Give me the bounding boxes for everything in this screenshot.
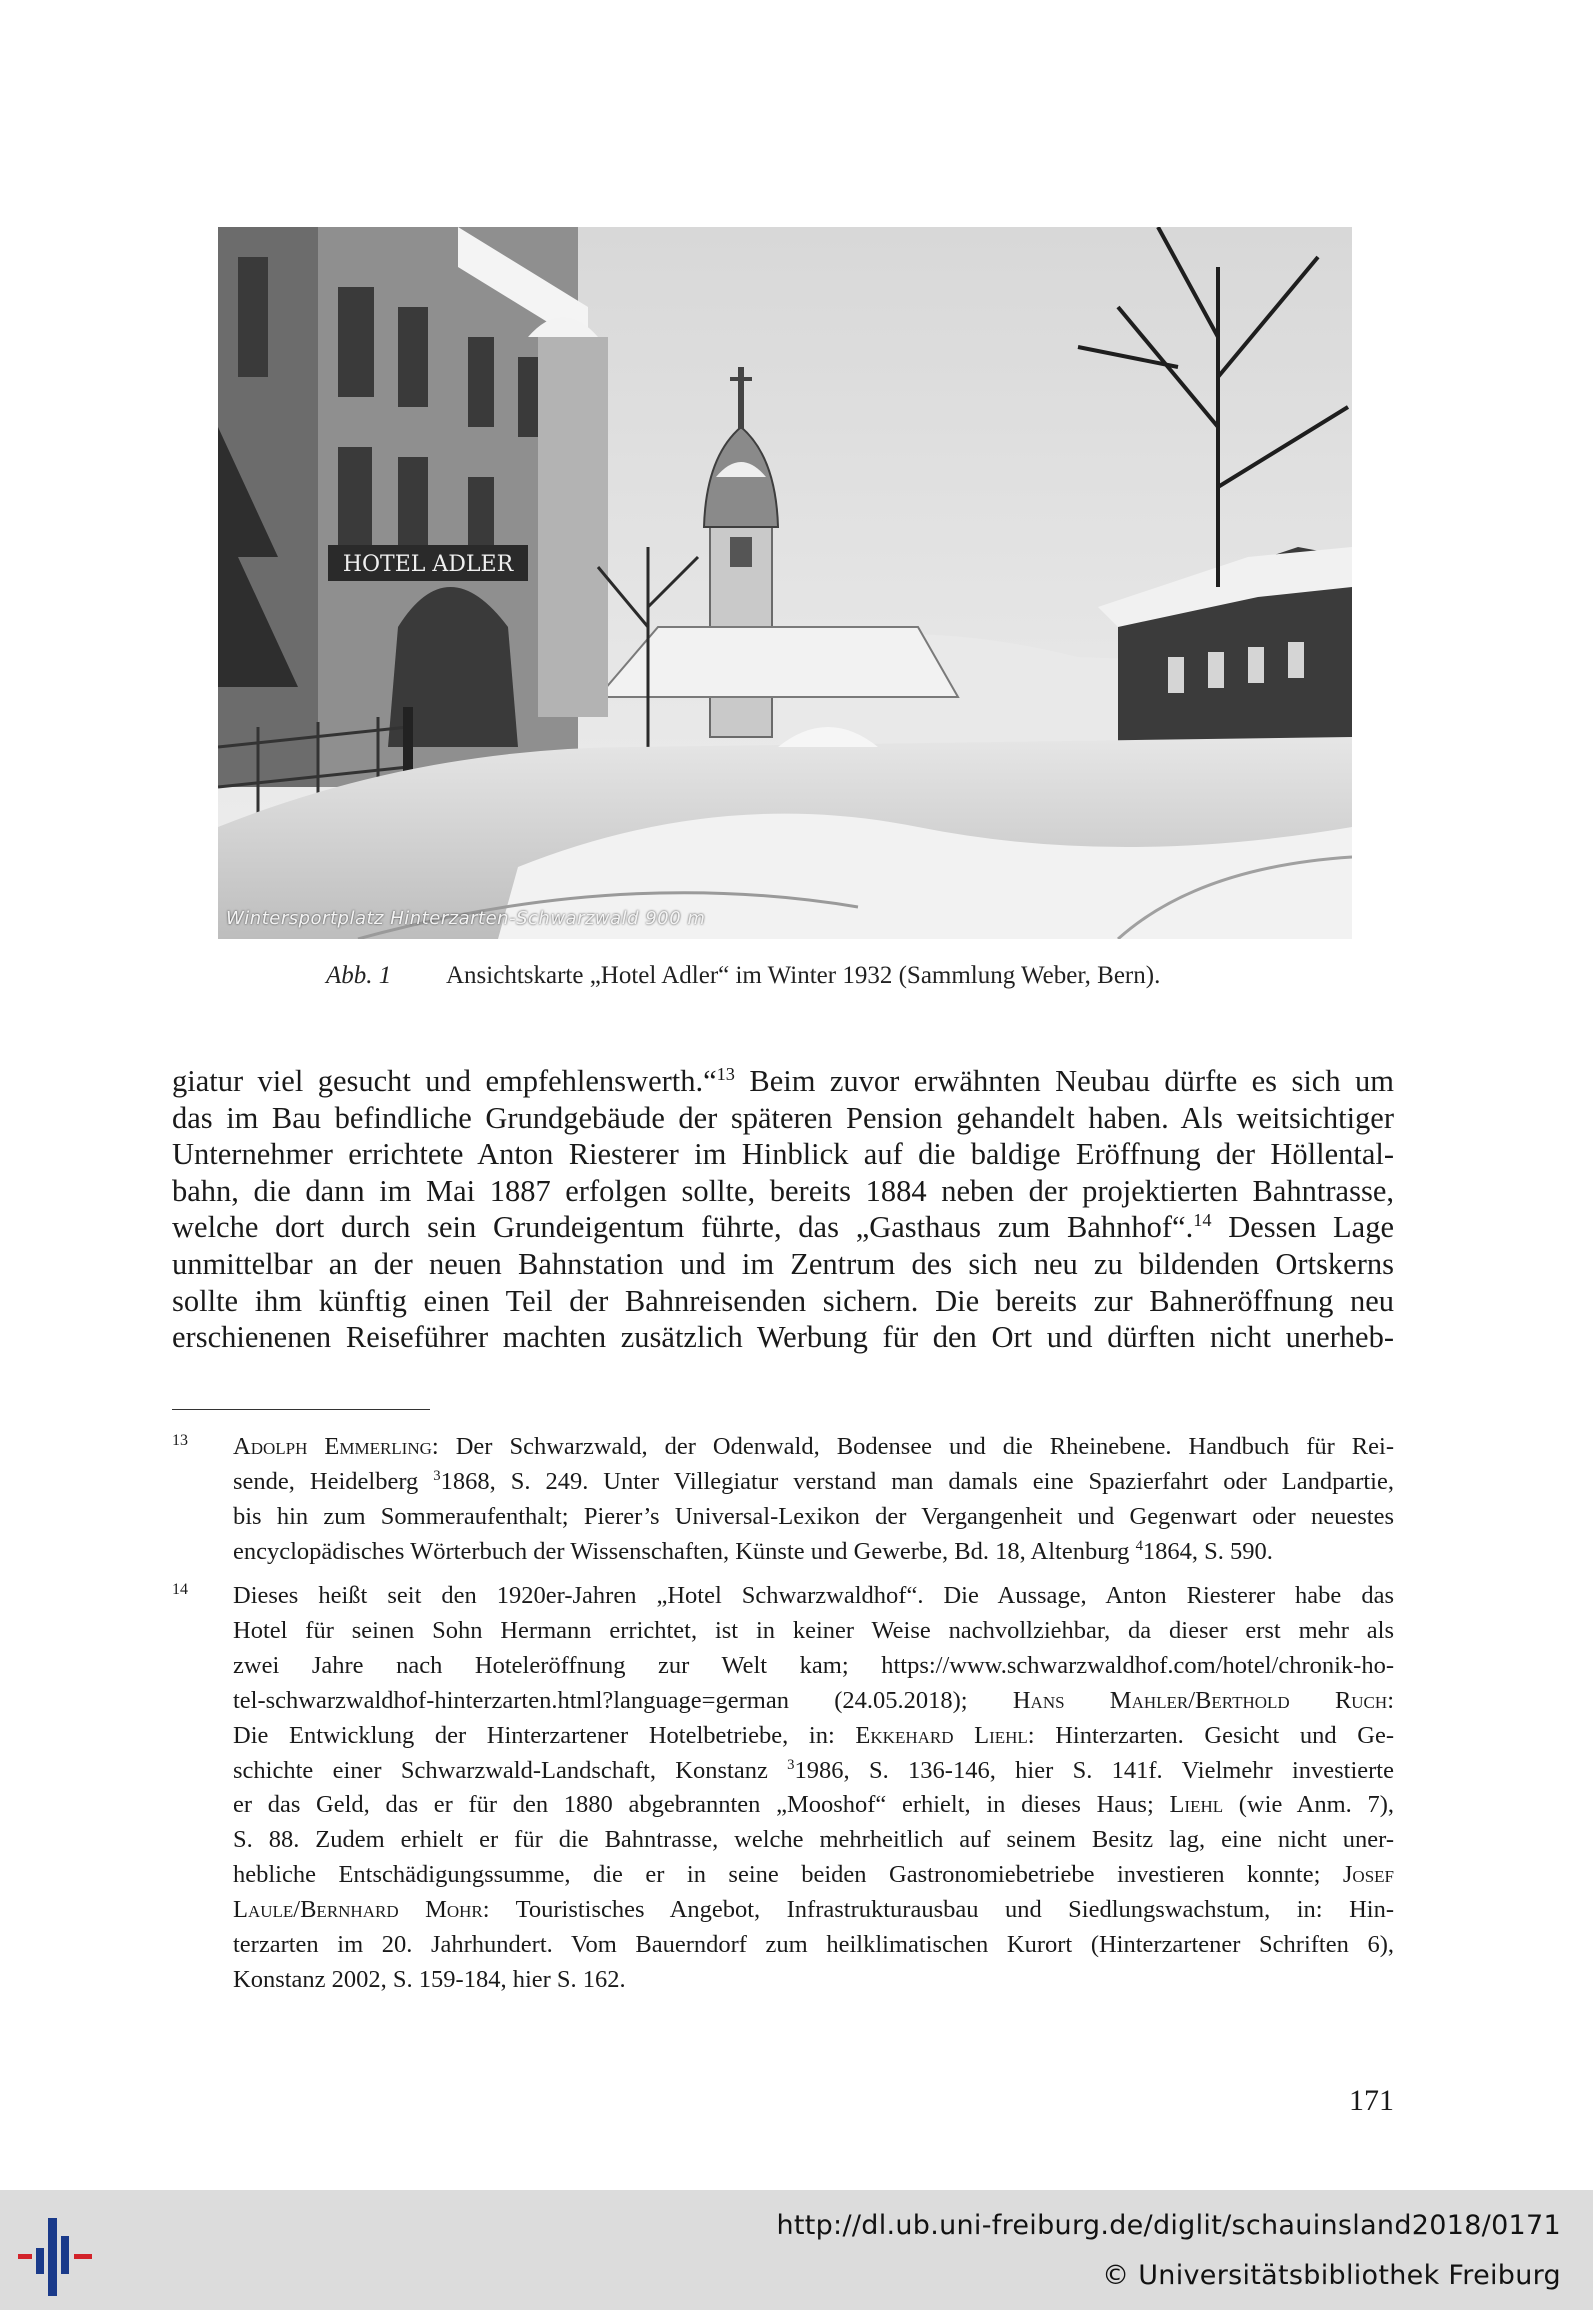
postcard-illustration <box>218 227 1352 939</box>
footnote-line: S. 88. Zudem erhielt er für die Bahntrasse, welche mehrheitlich auf seinem Besitz lag, eine nicht uner- <box>233 1826 1394 1854</box>
body-line: bahn, die dann im Mai 1887 erfolgen sollte, bereits 1884 neben der projektierten Bahntrasse, <box>172 1173 1394 1208</box>
library-footer <box>0 2190 1593 2310</box>
body-line: giatur viel gesucht und empfehlenswerth.“$^{13}$ Beim zuvor erwähnten Neubau dürfte es sich um <box>172 1063 1394 1098</box>
footnote-line: terzarten im 20. Jahrhundert. Vom Bauerndorf zum heilklimatischen Kurort (Hinterzartener Schriften 6), <box>233 1931 1394 1959</box>
footnote-line: Dieses heißt seit den 1920er-Jahren „Hotel Schwarzwaldhof“. Die Aussage, Anton Riesterer habe das <box>233 1582 1394 1609</box>
footnote-13 <box>172 1430 1394 1570</box>
hotel-sign-text: HOTEL ADLER <box>342 552 514 577</box>
footnote-divider <box>172 1409 430 1410</box>
page-number: 171 <box>1349 2084 1394 2117</box>
footnote-14 <box>172 1579 1394 1998</box>
copyright-text: © Universitätsbibliothek Freiburg <box>1102 2260 1561 2291</box>
footnote-line: Die Entwicklung der Hinterzartener Hotelbetriebe, in: Ekkehard Liehl: Hinterzarten. Gesicht und Ge- <box>233 1721 1394 1749</box>
footnote-line: Laule/Bernhard Mohr: Touristisches Angebot, Infrastrukturausbau und Siedlungswachstum, in: Hin- <box>233 1896 1394 1924</box>
figure-photo <box>218 227 1352 939</box>
footnote-line: Hotel für seinen Sohn Hermann errichtet, ist in keiner Weise nachvollziehbar, da dieser erst mehr als <box>233 1616 1394 1644</box>
body-line: Unternehmer errichtete Anton Riesterer im Hinblick auf die baldige Eröffnung der Höllental- <box>172 1137 1394 1172</box>
body-line: sollte ihm künftig einen Teil der Bahnreisenden sichern. Die bereits zur Bahneröffnung neu <box>172 1283 1394 1318</box>
body-line: welche dort durch sein Grundeigentum führte, das „Gasthaus zum Bahnhof“.$^{14}$ Dessen Lage <box>172 1210 1394 1245</box>
footnote-line: er das Geld, das er für den 1880 abgebrannten „Mooshof“ erhielt, in dieses Haus; Liehl (wie Anm. 7), <box>233 1791 1394 1819</box>
footnote-line: Konstanz 2002, S. 159-184, hier S. 162. <box>233 1965 626 1993</box>
postcard-overlay-text: Wintersportplatz Hinterzarten-Schwarzwald 900 m <box>226 908 706 929</box>
footnote-line: hebliche Entschädigungssumme, die er in seine beiden Gastronomiebetriebe investieren konnte; Josef <box>233 1861 1394 1889</box>
ub-freiburg-logo-icon <box>18 2218 102 2296</box>
body-line: unmittelbar an der neuen Bahnstation und im Zentrum des sich neu zu bildenden Ortskerns <box>172 1246 1394 1281</box>
footnote-number: 13 <box>172 1432 188 1449</box>
body-line: das im Bau befindliche Grundgebäude der späteren Pension gehandelt haben. Als weitsichtiger <box>172 1100 1394 1135</box>
caption-text: Ansichtskarte „Hotel Adler“ im Winter 1932 (Sammlung Weber, Bern). <box>446 962 1161 989</box>
footnote-line: zwei Jahre nach Hoteleröffnung zur Welt kam; https://www.schwarzwaldhof.com/hotel/chronik-ho- <box>233 1651 1394 1679</box>
footnote-line: bis hin zum Sommeraufenthalt; Pierer’s Universal-Lexikon der Vergangenheit und Gegenwart oder neuestes <box>233 1502 1394 1530</box>
body-line: erschienenen Reiseführer machten zusätzlich Werbung für den Ort und dürften nicht unerheb- <box>172 1320 1394 1355</box>
permalink-url[interactable]: http://dl.ub.uni-freiburg.de/diglit/schauinsland2018/0171 <box>776 2210 1561 2241</box>
footnote-number: 14 <box>172 1581 188 1598</box>
footnote-line: sende, Heidelberg $^3$1868, S. 249. Unter Villegiatur verstand man damals eine Spazierfahrt oder Landpartie, <box>233 1467 1394 1495</box>
body-paragraph <box>172 1063 1394 1356</box>
footnote-line: Adolph Emmerling: Der Schwarzwald, der Odenwald, Bodensee und die Rheinebene. Handbuch für Rei- <box>233 1433 1394 1460</box>
footnote-ref-14[interactable]: 14 <box>1193 1210 1212 1231</box>
footnote-line: tel-schwarzwaldhof-hinterzarten.html?language=german (24.05.2018); Hans Mahler/Berthold Ruch: <box>233 1686 1394 1714</box>
footnote-ref-13[interactable]: 13 <box>716 1063 735 1084</box>
footnote-line: schichte einer Schwarzwald-Landschaft, Konstanz $^3$1986, S. 136-146, hier S. 141f. Vielmehr investierte <box>233 1756 1394 1784</box>
footnote-line: encyclopädisches Wörterbuch der Wissenschaften, Künste und Gewerbe, Bd. 18, Altenburg $^4$1864, S. 590. <box>233 1537 1273 1565</box>
figure-caption <box>326 962 1326 990</box>
caption-label: Abb. 1 <box>326 962 392 989</box>
